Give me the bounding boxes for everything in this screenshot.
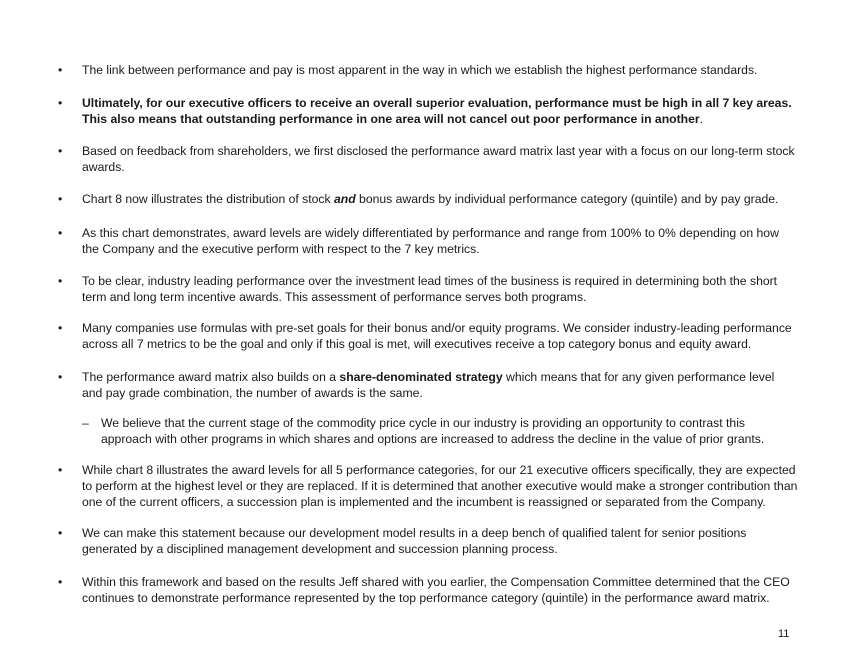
bullet-dot: • [58, 226, 63, 240]
bullet-text: While chart 8 illustrates the award levels for all 5 performance categories, for our 21 executive officers specifically, they are expected to perform at the highest level or they are replaced. If it is determined that another executive would make a stronger contribution than one of the current officers, a succession plan is implemented and the incumbent is reassigned or separated from the Company. [82, 463, 798, 509]
bullet-item [58, 574, 798, 606]
bullet-dot: • [58, 370, 63, 384]
bullet-text-start: Chart 8 now illustrates the distribution of stock [82, 192, 334, 206]
bullet-text: Many companies use formulas with pre-set goals for their bonus and/or equity programs. We consider industry-leading performance across all 7 metrics to be the goal and only if this goal is met, will executives receive a top category bonus and equity award. [82, 321, 792, 351]
sub-bullet-dash: – [82, 416, 89, 430]
bullet-item [58, 369, 798, 401]
bold-text: share-denominated strategy [339, 370, 503, 384]
bullet-text [82, 369, 798, 401]
bullet-dot: • [58, 463, 63, 477]
bullet-text [82, 95, 798, 127]
bullet-text: As this chart demonstrates, award levels are widely differentiated by performance and range from 100% to 0% depending on how the Company and the executive perform with respect to the 7 key metrics. [82, 226, 779, 256]
bullet-dot: • [58, 526, 63, 540]
bullet-text: Within this framework and based on the results Jeff shared with you earlier, the Compensation Committee determined that the CEO continues to demonstrate performance represented by the top performance category (quintile) in the performance award matrix. [82, 575, 790, 605]
bullet-text: Based on feedback from shareholders, we first disclosed the performance award matrix last year with a focus on our long-term stock awards. [82, 144, 795, 174]
page-number: 11 [778, 628, 790, 640]
bullet-item [58, 320, 798, 352]
bullet-text: To be clear, industry leading performance over the investment lead times of the business is required in determining both the short term and long term incentive awards. This assessment of performance serves both programs. [82, 274, 778, 304]
bullet-dot: • [58, 144, 63, 158]
bullet-item [58, 95, 798, 127]
bold-italic-text: and [334, 192, 356, 206]
bullet-text [82, 191, 798, 207]
bullet-text-end: which means that for any given performance level and pay grade combination, the number of awards is the same. [82, 370, 775, 400]
bullet-text: The link between performance and pay is most apparent in the way in which we establish the highest performance standards. [82, 63, 758, 77]
bullet-text-end: bonus awards by individual performance category (quintile) and by pay grade. [355, 192, 779, 206]
bullet-text-start: The performance award matrix also builds on a [82, 370, 340, 384]
sub-bullet-text: We believe that the current stage of the commodity price cycle in our industry is providing an opportunity to contrast this approach with other programs in which shares and options are increased to address the decline in the value of prior grants. [101, 416, 765, 446]
bullet-text: We can make this statement because our development model results in a deep bench of qualified talent for senior positions generated by a disciplined management development and succession planning process. [82, 526, 747, 556]
bullet-item [58, 525, 798, 557]
bullet-item [58, 273, 798, 305]
bullet-dot: • [58, 63, 63, 77]
sub-bullet-item [82, 415, 798, 447]
bullet-item [58, 225, 798, 257]
bullet-dot: • [58, 321, 63, 335]
bullet-item [58, 143, 798, 175]
bullet-dot: • [58, 575, 63, 589]
bullet-dot: • [58, 192, 63, 206]
bullet-item [58, 462, 798, 510]
bullet-dot: • [58, 96, 63, 110]
bullet-item [58, 191, 798, 207]
bullet-item [58, 62, 798, 78]
bullet-dot: • [58, 274, 63, 288]
bold-text: Ultimately, for our executive officers to receive an overall superior evaluation, performance must be high in all 7 key areas. This also means that outstanding performance in one area will not cancel out poor performance in another [82, 96, 792, 126]
bullet-text-end: . [699, 112, 703, 126]
